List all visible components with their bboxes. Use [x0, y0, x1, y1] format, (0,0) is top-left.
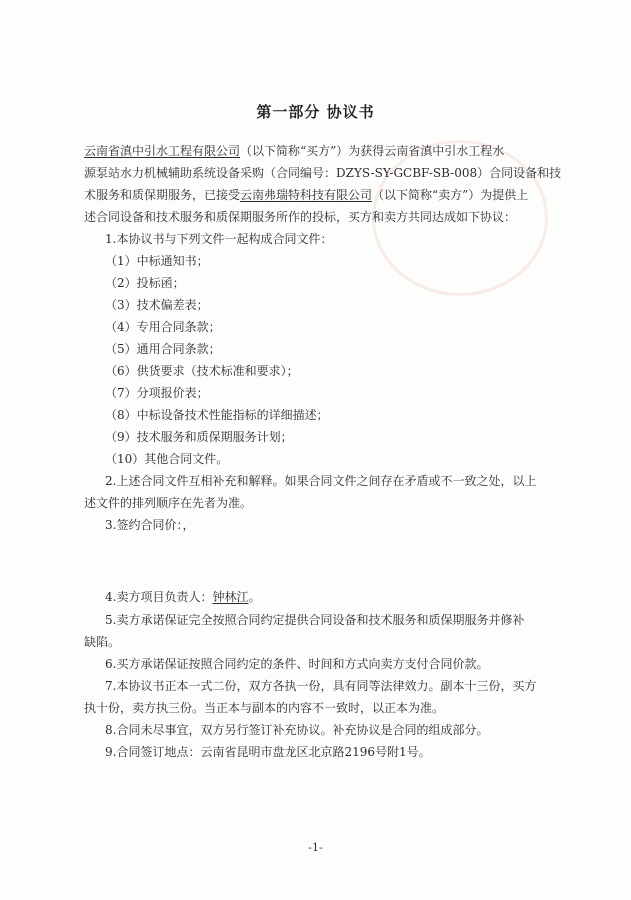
clause-2-line-2: 述文件的排列顺序在先者为准。: [84, 496, 253, 510]
clause-9: 9.合同签订地点：云南省昆明市盘龙区北京路2196号附1号。: [105, 745, 431, 759]
intro-line-3: 术服务和质保期服务，已接受云南弗瑞特科技有限公司（以下简称“卖方”）为提供上: [84, 188, 529, 202]
intro-line-2: 源泵站水力机械辅助系统设备采购（合同编号：DZYS-SY-GCBF-SB-008）合同设备和技: [84, 166, 562, 180]
page-title: 第一部分 协议书: [256, 103, 375, 121]
intro-line-4: 述合同设备和技术服务和质保期服务所作的投标，买方和卖方共同达成如下协议：: [84, 210, 517, 224]
doc-item: （6）供货要求（技术标准和要求）；: [105, 364, 299, 378]
clause-7-line-2: 执十份，卖方执三份。当正本与副本的内容不一致时，以正本为准。: [84, 701, 445, 715]
doc-item: （3）技术偏差表；: [105, 298, 209, 312]
doc-item: （5）通用合同条款；: [105, 342, 221, 356]
doc-item: （10）其他合同文件。: [105, 452, 229, 466]
clause-5-line-1: 5.卖方承诺保证完全按照合同约定提供合同设备和技术服务和质保期服务并修补: [105, 613, 525, 627]
doc-item: （1）中标通知书；: [105, 254, 209, 268]
clause-5-line-2: 缺陷。: [84, 635, 121, 649]
clause-1: 1.本协议书与下列文件一起构成合同文件：: [105, 232, 333, 246]
clause-7-line-1: 7.本协议书正本一式二份，双方各执一份，具有同等法律效力。副本十三份，买方: [105, 679, 537, 693]
clause-4: 4.卖方项目负责人：钟林江。: [105, 590, 261, 604]
clause-6: 6.买方承诺保证按照合同约定的条件、时间和方式向卖方支付合同价款。: [105, 657, 489, 671]
project-manager-name: 钟林江: [212, 590, 249, 604]
page-number: -1-: [308, 841, 323, 854]
clause-2-line-1: 2.上述合同文件互相补充和解释。如果合同文件之间存在矛盾或不一致之处，以上: [105, 474, 537, 488]
doc-item: （9）技术服务和质保期服务计划；: [105, 430, 293, 444]
seller-name: 云南弗瑞特科技有限公司: [240, 188, 373, 202]
doc-item: （2）投标函；: [105, 276, 185, 290]
doc-item: （7）分项报价表；: [105, 386, 209, 400]
clause-8: 8.合同未尽事宜，双方另行签订补充协议。补充协议是合同的组成部分。: [105, 723, 489, 737]
intro-line-1: 云南省滇中引水工程有限公司（以下简称“买方”）为获得云南省滇中引水工程水: [84, 144, 505, 158]
buyer-name: 云南省滇中引水工程有限公司: [84, 144, 241, 158]
doc-item: （4）专用合同条款；: [105, 320, 221, 334]
clause-3: 3.签约合同价：，: [105, 518, 195, 532]
doc-item: （8）中标设备技术性能指标的详细描述；: [105, 408, 329, 422]
